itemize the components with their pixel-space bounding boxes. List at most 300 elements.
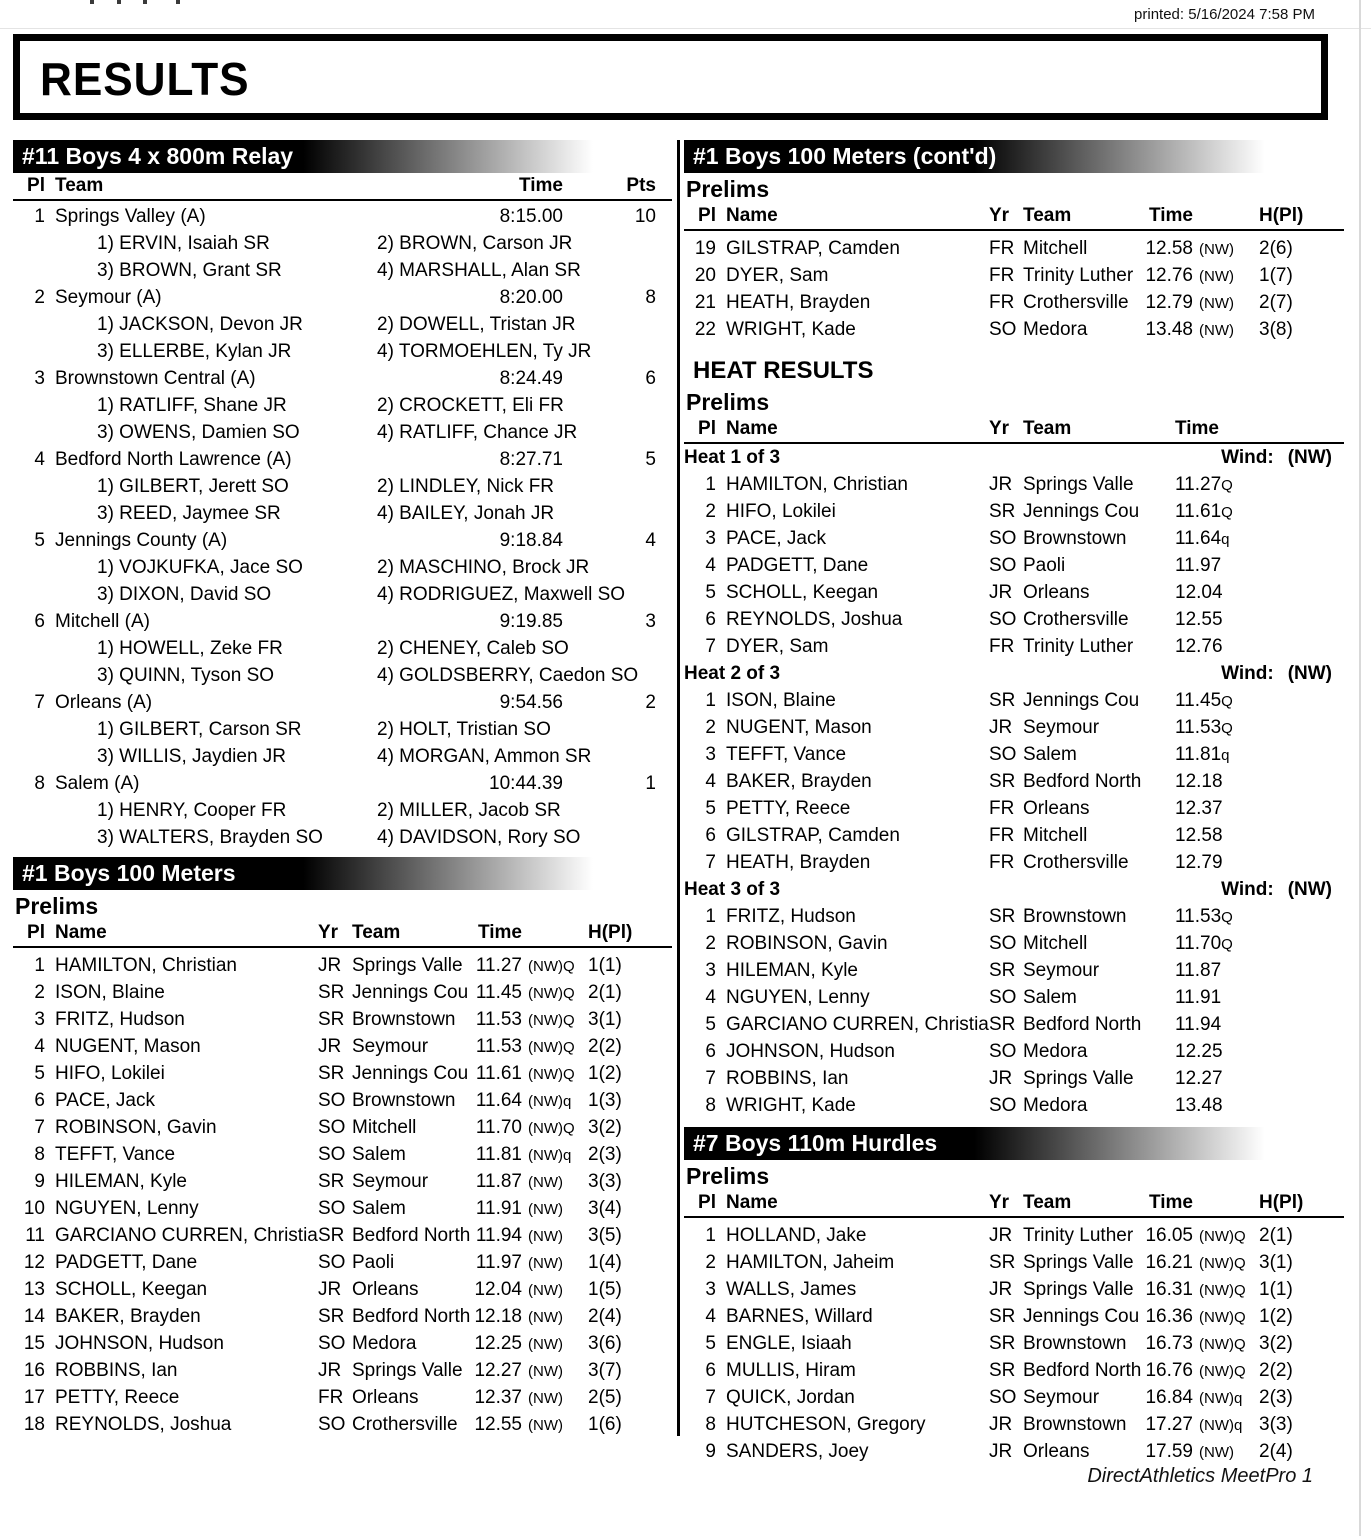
cell-year: SR xyxy=(989,1360,1016,1381)
column-header-name: Name xyxy=(726,1192,778,1213)
relay-team-row xyxy=(13,203,672,230)
cell-place: 6 xyxy=(34,611,45,632)
qualifier-flag: Q xyxy=(1233,1309,1246,1326)
cropped-header-fragment xyxy=(90,0,94,4)
cell-athlete-name: BAKER, Brayden xyxy=(726,771,872,792)
cell-place: 1 xyxy=(705,906,716,927)
relay-team-row xyxy=(13,608,672,635)
cell-place: 5 xyxy=(34,530,45,551)
cell-time: 8:15.00 xyxy=(499,206,563,227)
cell-place: 7 xyxy=(34,1117,45,1138)
cell-time: 16.36 xyxy=(1145,1306,1193,1327)
table-row xyxy=(684,606,1344,633)
cell-team: Bedford North xyxy=(1023,1014,1142,1035)
cell-time: 12.76 xyxy=(1145,265,1193,286)
table-row xyxy=(684,1092,1344,1119)
cell-year: SR xyxy=(318,1225,345,1246)
cell-relay-leg: 4) TORMOEHLEN, Ty JR xyxy=(377,341,592,362)
table-row xyxy=(684,903,1344,930)
cell-team: Brownstown xyxy=(352,1009,456,1030)
cell-athlete-name: ROBBINS, Ian xyxy=(55,1360,178,1381)
cell-place: 5 xyxy=(705,798,716,819)
cell-athlete-name: PADGETT, Dane xyxy=(726,555,869,576)
qualifier-flag: Q xyxy=(562,1066,575,1083)
cell-team: Crothersville xyxy=(1023,609,1129,630)
cell-team: Bedford North xyxy=(352,1225,471,1246)
cell-place: 2 xyxy=(34,287,45,308)
table-row xyxy=(13,979,672,1006)
cell-athlete-name: HAMILTON, Christian xyxy=(55,955,237,976)
cell-place: 21 xyxy=(694,292,716,313)
cell-time: 11.27 xyxy=(475,955,522,976)
wind-value: (NW) xyxy=(528,1417,563,1434)
cell-place: 2 xyxy=(705,1252,716,1273)
cell-wind-qualifier xyxy=(1193,262,1253,290)
cell-athlete-name: GILSTRAP, Camden xyxy=(726,825,900,846)
cell-place: 3 xyxy=(34,1009,45,1030)
cell-heat-place: 3(1) xyxy=(588,1009,622,1030)
cell-time: 12.27 xyxy=(474,1360,522,1381)
indent-spacer xyxy=(13,554,95,581)
cell-team: Springs Valle xyxy=(352,1360,463,1381)
wind-value: (NW) xyxy=(1199,1336,1234,1353)
column-header-place: Pl xyxy=(27,175,45,196)
indent-spacer xyxy=(13,392,95,419)
cell-team: Brownstown xyxy=(1023,1333,1127,1354)
cell-year: FR xyxy=(989,825,1015,846)
column-header-year: Yr xyxy=(318,922,339,943)
table-row xyxy=(684,741,1344,768)
cell-relay-leg: 2) BROWN, Carson JR xyxy=(377,233,573,254)
cell-team: Springs Valle xyxy=(1023,1252,1134,1273)
cell-time: 12.37 xyxy=(474,1387,522,1408)
cell-place: 6 xyxy=(705,1041,716,1062)
cell-athlete-name: BARNES, Willard xyxy=(726,1306,873,1327)
wind-value: (NW) xyxy=(1199,1390,1234,1407)
relay-team-row xyxy=(13,365,672,392)
wind-value: (NW) xyxy=(528,1228,563,1245)
cell-team-name: Mitchell (A) xyxy=(55,611,151,632)
cell-place: 20 xyxy=(694,265,716,286)
indent-spacer xyxy=(13,797,95,824)
qualifier-flag: Q xyxy=(1233,1228,1246,1245)
wind-value: (NW) xyxy=(1199,1363,1234,1380)
cell-wind-qualifier xyxy=(1193,1438,1253,1466)
cell-athlete-name: ISON, Blaine xyxy=(55,982,165,1003)
table-row xyxy=(684,235,1344,262)
qualifier-flag: Q xyxy=(1221,720,1233,737)
cell-place: 7 xyxy=(705,1068,716,1089)
cell-points: 3 xyxy=(645,611,656,632)
cell-time: 12.27 xyxy=(1175,1068,1223,1089)
cell-athlete-name: PADGETT, Dane xyxy=(55,1252,198,1273)
cell-athlete-name: HIFO, Lokilei xyxy=(55,1063,165,1084)
cell-relay-leg: 1) VOJKUFKA, Jace SO xyxy=(97,557,303,578)
cell-heat-place: 1(2) xyxy=(588,1063,622,1084)
cell-time: 11.61Q xyxy=(1175,501,1233,522)
column-header-heat-place: H(Pl) xyxy=(1259,205,1304,226)
cell-time: 12.18 xyxy=(474,1306,522,1327)
cell-athlete-name: HIFO, Lokilei xyxy=(726,501,836,522)
cell-year: FR xyxy=(989,238,1015,259)
cell-place: 9 xyxy=(34,1171,45,1192)
cell-athlete-name: HOLLAND, Jake xyxy=(726,1225,867,1246)
column-header-place: Pl xyxy=(698,205,716,226)
cell-time: 8:24.49 xyxy=(499,368,563,389)
wind-label: Wind: xyxy=(1221,879,1274,900)
indent-spacer xyxy=(13,635,95,662)
table-row xyxy=(684,822,1344,849)
cell-team: Brownstown xyxy=(1023,528,1127,549)
cell-year: SO xyxy=(989,744,1017,765)
qualifier-flag: q xyxy=(1233,1417,1243,1434)
cell-place: 8 xyxy=(705,1095,716,1116)
cell-heat-place: 2(2) xyxy=(588,1036,622,1057)
cell-year: SO xyxy=(989,555,1017,576)
cell-relay-leg: 1) JACKSON, Devon JR xyxy=(97,314,303,335)
cell-team: Orleans xyxy=(1023,798,1090,819)
cell-heat-place: 3(1) xyxy=(1259,1252,1293,1273)
cell-year: JR xyxy=(318,955,342,976)
cell-time: 11.64 xyxy=(475,1090,522,1111)
table-row xyxy=(684,1303,1344,1330)
cell-time: 11.94 xyxy=(475,1225,522,1246)
qualifier-flag: Q xyxy=(562,1120,575,1137)
relay-team-row xyxy=(13,689,672,716)
cell-place: 3 xyxy=(34,368,45,389)
cell-time: 11.97 xyxy=(1175,555,1222,576)
wind-value: (NW) xyxy=(528,1336,563,1353)
cell-place: 5 xyxy=(705,1333,716,1354)
indent-spacer xyxy=(13,338,95,365)
cell-place: 1 xyxy=(705,690,716,711)
cell-time: 9:19.85 xyxy=(499,611,563,632)
cell-place: 10 xyxy=(23,1198,45,1219)
table-row xyxy=(684,1249,1344,1276)
table-row xyxy=(684,552,1344,579)
cell-athlete-name: ENGLE, Isiaah xyxy=(726,1333,852,1354)
cell-year: SO xyxy=(989,609,1017,630)
heat-label: Heat 2 of 3 xyxy=(684,663,781,684)
cell-year: SR xyxy=(989,1252,1016,1273)
qualifier-flag: q xyxy=(562,1147,572,1164)
cell-time: 12.25 xyxy=(1175,1041,1223,1062)
cell-relay-leg: 3) BROWN, Grant SR xyxy=(97,260,282,281)
cell-place: 6 xyxy=(705,1360,716,1381)
qualifier-flag: Q xyxy=(1233,1282,1246,1299)
table-header xyxy=(13,173,672,201)
cell-place: 6 xyxy=(34,1090,45,1111)
cell-team: Seymour xyxy=(1023,1387,1100,1408)
heat-label-row xyxy=(684,444,1344,471)
cell-team: Medora xyxy=(352,1333,417,1354)
table-row xyxy=(684,498,1344,525)
indent-spacer xyxy=(13,500,95,527)
cell-athlete-name: REYNOLDS, Joshua xyxy=(726,609,903,630)
cell-wind-qualifier xyxy=(522,979,582,1007)
table-row xyxy=(684,687,1344,714)
cell-time: 12.04 xyxy=(1175,582,1223,603)
cell-heat-place: 3(2) xyxy=(588,1117,622,1138)
cell-time: 12.58 xyxy=(1175,825,1223,846)
cell-place: 6 xyxy=(705,825,716,846)
cell-time: 12.79 xyxy=(1175,852,1223,873)
cell-wind-qualifier xyxy=(1193,1276,1253,1304)
cell-year: JR xyxy=(989,474,1013,495)
indent-spacer xyxy=(13,473,95,500)
cell-place: 7 xyxy=(705,1387,716,1408)
cell-year: SO xyxy=(318,1117,346,1138)
cell-team: Seymour xyxy=(1023,717,1100,738)
table-row xyxy=(684,984,1344,1011)
prelims-rows xyxy=(684,231,1344,343)
cell-year: SO xyxy=(989,933,1017,954)
cell-team: Bedford North xyxy=(352,1306,471,1327)
cell-year: SO xyxy=(318,1090,346,1111)
relay-leg-row xyxy=(13,419,672,446)
wind-value: (NW) xyxy=(1199,268,1234,285)
table-row xyxy=(684,289,1344,316)
cell-points: 8 xyxy=(645,287,656,308)
cell-place: 7 xyxy=(705,852,716,873)
section-header-bar xyxy=(684,1127,1344,1160)
cell-athlete-name: FRITZ, Hudson xyxy=(726,906,856,927)
cell-wind-qualifier xyxy=(522,1411,582,1439)
cell-year: JR xyxy=(318,1360,342,1381)
table-row xyxy=(13,1195,672,1222)
wind-label: Wind: xyxy=(1221,447,1274,468)
cell-wind-qualifier xyxy=(522,1276,582,1304)
cell-athlete-name: TEFFT, Vance xyxy=(726,744,847,765)
column-header-time: Time xyxy=(1148,1192,1193,1213)
section-header-bar xyxy=(13,140,672,173)
table-row xyxy=(684,1357,1344,1384)
indent-spacer xyxy=(13,716,95,743)
cell-team: Orleans xyxy=(352,1387,419,1408)
relay-leg-row xyxy=(13,797,672,824)
cell-time: 10:44.39 xyxy=(489,773,563,794)
cell-relay-leg: 3) WILLIS, Jaydien JR xyxy=(97,746,287,767)
cell-relay-leg: 3) OWENS, Damien SO xyxy=(97,422,300,443)
indent-spacer xyxy=(13,743,95,770)
cell-year: SO xyxy=(318,1252,346,1273)
cell-year: SO xyxy=(318,1198,346,1219)
table-row xyxy=(13,1087,672,1114)
cell-time: 11.91 xyxy=(475,1198,522,1219)
cell-team: Trinity Luther xyxy=(1023,636,1134,657)
cell-points: 1 xyxy=(645,773,656,794)
cell-place: 4 xyxy=(34,449,45,470)
table-row xyxy=(684,1011,1344,1038)
table-row xyxy=(684,1330,1344,1357)
cell-team: Paoli xyxy=(1023,555,1066,576)
cell-athlete-name: DYER, Sam xyxy=(726,636,829,657)
cell-athlete-name: FRITZ, Hudson xyxy=(55,1009,185,1030)
cell-team-name: Bedford North Lawrence (A) xyxy=(55,449,292,470)
wind-value: (NW) xyxy=(528,1147,563,1164)
table-row xyxy=(684,316,1344,343)
qualifier-flag: Q xyxy=(1221,477,1233,494)
cell-wind-qualifier xyxy=(522,1222,582,1250)
column-divider xyxy=(677,140,680,1436)
cell-athlete-name: GARCIANO CURREN, Christia xyxy=(55,1225,318,1246)
cell-wind-qualifier xyxy=(522,1330,582,1358)
section-110m-hurdles xyxy=(684,1127,1344,1465)
cell-team-name: Seymour (A) xyxy=(55,287,162,308)
column-header-name: Name xyxy=(55,922,107,943)
cell-relay-leg: 2) LINDLEY, Nick FR xyxy=(377,476,555,497)
cell-wind-qualifier xyxy=(522,1114,582,1142)
cell-team: Brownstown xyxy=(1023,906,1127,927)
indent-spacer xyxy=(13,419,95,446)
cell-year: JR xyxy=(989,1414,1013,1435)
cell-heat-place: 2(3) xyxy=(588,1144,622,1165)
qualifier-flag: Q xyxy=(562,985,575,1002)
cell-year: SO xyxy=(989,528,1017,549)
heat-label: Heat 3 of 3 xyxy=(684,879,781,900)
table-row xyxy=(684,957,1344,984)
cell-time: 11.70Q xyxy=(1175,933,1233,954)
column-header-points: Pts xyxy=(626,175,656,196)
wind-readout xyxy=(1221,876,1344,903)
cell-year: JR xyxy=(989,1068,1013,1089)
column-header-year: Yr xyxy=(989,205,1010,226)
qualifier-flag: Q xyxy=(1221,909,1233,926)
table-header xyxy=(684,416,1344,444)
cell-place: 4 xyxy=(705,555,716,576)
column-header-heat-place: H(Pl) xyxy=(1259,1192,1304,1213)
cell-athlete-name: GARCIANO CURREN, Christia xyxy=(726,1014,989,1035)
cell-wind-qualifier xyxy=(1193,1357,1253,1385)
column-header-team: Team xyxy=(55,175,104,196)
cell-year: SR xyxy=(989,906,1016,927)
table-row xyxy=(13,1330,672,1357)
column-header-place: Pl xyxy=(27,922,45,943)
wind-value: (NW) xyxy=(528,958,563,975)
heat-label-row xyxy=(684,876,1344,903)
cell-heat-place: 2(7) xyxy=(1259,292,1293,313)
wind-value: (NW) xyxy=(528,1039,563,1056)
cell-athlete-name: WALLS, James xyxy=(726,1279,857,1300)
table-row xyxy=(13,1384,672,1411)
cell-team: Springs Valle xyxy=(1023,474,1134,495)
cropped-header-fragment xyxy=(143,0,147,4)
relay-leg-row xyxy=(13,392,672,419)
prelims-rows xyxy=(684,1218,1344,1465)
cell-athlete-name: HUTCHESON, Gregory xyxy=(726,1414,926,1435)
relay-team-row xyxy=(13,527,672,554)
table-row xyxy=(684,768,1344,795)
cell-heat-place: 2(1) xyxy=(1259,1225,1293,1246)
cell-wind-qualifier xyxy=(1193,289,1253,317)
cell-heat-place: 2(6) xyxy=(1259,238,1293,259)
cell-athlete-name: PETTY, Reece xyxy=(55,1387,180,1408)
cell-time: 12.76 xyxy=(1175,636,1223,657)
relay-team-row xyxy=(13,770,672,797)
cell-wind-qualifier xyxy=(522,1249,582,1277)
cell-year: SR xyxy=(318,982,345,1003)
cell-athlete-name: ISON, Blaine xyxy=(726,690,836,711)
cell-relay-leg: 2) CROCKETT, Eli FR xyxy=(377,395,564,416)
wind-value: (NW) xyxy=(1199,295,1234,312)
wind-value: (NW) xyxy=(528,1255,563,1272)
cell-place: 3 xyxy=(705,960,716,981)
cell-athlete-name: ROBINSON, Gavin xyxy=(55,1117,217,1138)
wind-value: (NW) xyxy=(1287,447,1332,468)
cell-relay-leg: 3) QUINN, Tyson SO xyxy=(97,665,275,686)
cell-time: 17.59 xyxy=(1145,1441,1193,1462)
table-row xyxy=(13,1060,672,1087)
cell-heat-place: 1(1) xyxy=(588,955,622,976)
cell-relay-leg: 4) MORGAN, Ammon SR xyxy=(377,746,592,767)
cell-place: 1 xyxy=(34,206,45,227)
cell-year: FR xyxy=(989,292,1015,313)
cell-heat-place: 3(4) xyxy=(588,1198,622,1219)
table-row xyxy=(684,1276,1344,1303)
cell-athlete-name: NUGENT, Mason xyxy=(55,1036,201,1057)
relay-rows xyxy=(13,201,672,851)
cell-heat-place: 1(5) xyxy=(588,1279,622,1300)
cell-wind-qualifier xyxy=(1193,1222,1253,1250)
cell-team: Crothersville xyxy=(1023,292,1129,313)
cell-time: 13.48 xyxy=(1145,319,1193,340)
section-100m-contd xyxy=(684,140,1344,343)
cell-year: JR xyxy=(989,1225,1013,1246)
round-label: Prelims xyxy=(686,176,770,202)
column-header-spacer xyxy=(1193,1190,1253,1216)
relay-leg-row xyxy=(13,257,672,284)
cell-place: 8 xyxy=(34,1144,45,1165)
round-label: Prelims xyxy=(686,1163,770,1189)
cell-athlete-name: GILSTRAP, Camden xyxy=(726,238,900,259)
cell-athlete-name: PACE, Jack xyxy=(55,1090,155,1111)
cell-athlete-name: HEATH, Brayden xyxy=(726,292,871,313)
cell-team: Seymour xyxy=(352,1036,429,1057)
cell-athlete-name: HILEMAN, Kyle xyxy=(55,1171,187,1192)
cell-wind-qualifier xyxy=(522,1195,582,1223)
heat-results-heading: HEAT RESULTS xyxy=(693,357,874,384)
relay-leg-row xyxy=(13,500,672,527)
cell-time: 8:27.71 xyxy=(499,449,563,470)
table-row xyxy=(684,1065,1344,1092)
column-header-place: Pl xyxy=(698,418,716,439)
cell-wind-qualifier xyxy=(522,1006,582,1034)
cell-year: SR xyxy=(989,501,1016,522)
wind-value: (NW) xyxy=(528,1390,563,1407)
cell-heat-place: 2(3) xyxy=(1259,1387,1293,1408)
cell-relay-leg: 2) CHENEY, Caleb SO xyxy=(377,638,569,659)
cell-team: Medora xyxy=(1023,1095,1088,1116)
cell-time: 11.94 xyxy=(1175,1014,1222,1035)
cell-athlete-name: ROBBINS, Ian xyxy=(726,1068,849,1089)
cell-athlete-name: DYER, Sam xyxy=(726,265,829,286)
cell-team: Jennings Cou xyxy=(352,982,469,1003)
wind-readout xyxy=(1221,444,1344,471)
indent-spacer xyxy=(13,311,95,338)
cell-team: Seymour xyxy=(352,1171,429,1192)
wind-value: (NW) xyxy=(1199,1282,1234,1299)
cell-points: 10 xyxy=(634,206,656,227)
relay-leg-row xyxy=(13,338,672,365)
cell-year: FR xyxy=(989,798,1015,819)
cell-place: 9 xyxy=(705,1441,716,1462)
cell-time: 16.73 xyxy=(1145,1333,1193,1354)
table-header xyxy=(684,203,1344,231)
cell-year: JR xyxy=(989,1279,1013,1300)
cell-place: 1 xyxy=(34,955,45,976)
cell-wind-qualifier xyxy=(1193,1303,1253,1331)
cell-time: 12.58 xyxy=(1145,238,1193,259)
